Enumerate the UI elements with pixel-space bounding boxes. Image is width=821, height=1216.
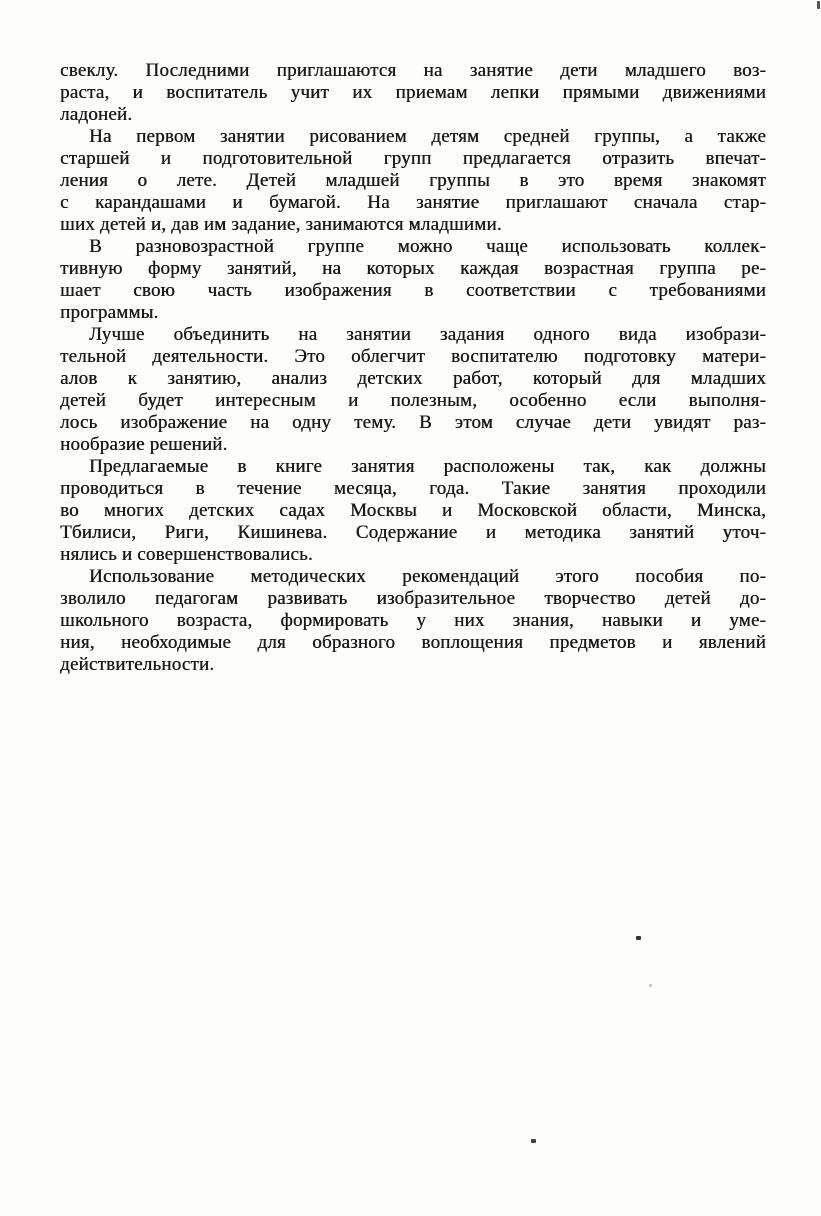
text-line: детей будет интересным и полезным, особенно если выполня- (60, 390, 766, 411)
paragraph (60, 324, 766, 456)
text-line: проводиться в течение месяца, года. Такие занятия проходили (60, 478, 766, 499)
text-line: Использование методических рекомендаций этого пособия по- (89, 566, 766, 587)
scan-speck (817, 1, 820, 9)
text-line: действительности. (60, 654, 215, 675)
paragraph (60, 456, 766, 566)
text-line: школьного возраста, формировать у них знания, навыки и уме- (60, 610, 766, 631)
text-line: алов к занятию, анализ детских работ, который для младших (60, 368, 766, 389)
text-line: зволило педагогам развивать изобразительное творчество детей до- (60, 588, 766, 609)
text-block (60, 60, 766, 676)
text-line: ления о лете. Детей младшей группы в это время знакомят (60, 170, 766, 191)
text-line: тельной деятельности. Это облегчит воспитателю подготовку матери- (60, 346, 766, 367)
text-line: На первом занятии рисованием детям средней группы, а также (89, 126, 766, 147)
text-line: с карандашами и бумагой. На занятие приглашают сначала стар- (60, 192, 766, 213)
scan-speck (649, 984, 652, 987)
text-line: программы. (60, 302, 159, 323)
paragraph (60, 566, 766, 676)
text-line: раста, и воспитатель учит их приемам лепки прямыми движениями (60, 82, 766, 103)
scan-speck (636, 936, 641, 940)
text-line: свеклу. Последними приглашаются на занятие дети младшего воз- (60, 60, 766, 81)
text-line: лось изображение на одну тему. В этом случае дети увидят раз- (60, 412, 766, 433)
paragraph-continuation (60, 60, 766, 126)
text-line: ших детей и, дав им задание, занимаются младшими. (60, 214, 502, 235)
text-line: во многих детских садах Москвы и Московской области, Минска, (60, 500, 766, 521)
text-line: Предлагаемые в книге занятия расположены так, как должны (89, 456, 766, 477)
text-line: тивную форму занятий, на которых каждая возрастная группа ре- (60, 258, 766, 279)
text-line: ладоней. (60, 104, 133, 125)
text-line: Лучше объединить на занятии задания одного вида изобрази- (89, 324, 766, 345)
text-line: нялись и совершенствовались. (60, 544, 313, 565)
text-line: В разновозрастной группе можно чаще использовать коллек- (89, 236, 766, 257)
text-line: ния, необходимые для образного воплощения предметов и явлений (60, 632, 766, 653)
paragraph (60, 236, 766, 324)
text-line: шает свою часть изображения в соответствии с требованиями (60, 280, 766, 301)
scan-speck (531, 1139, 536, 1143)
text-line: старшей и подготовительной групп предлагается отразить впечат- (60, 148, 766, 169)
text-line: Тбилиси, Риги, Кишинева. Содержание и методика занятий уточ- (60, 522, 766, 543)
text-line: нообразие решений. (60, 434, 228, 455)
paragraph (60, 126, 766, 236)
